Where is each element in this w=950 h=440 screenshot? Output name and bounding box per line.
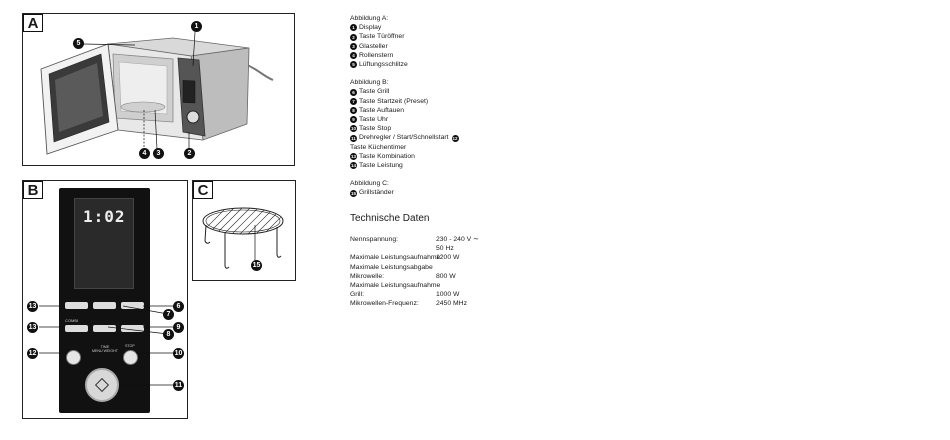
legend-b-list [350,87,600,133]
legend-item-text: Grillständer [359,189,394,197]
legend-number-badge: 5 [350,61,357,68]
legend-a-title: Abbildung A: [350,15,389,22]
legend-item [350,97,600,106]
legend-item-text: Glasteller [359,42,388,50]
legend-number-badge: 13 [350,153,356,159]
panel-b-leaders [23,181,187,418]
legend-b2-list [350,152,600,170]
tech-data-table [350,235,500,309]
legend-num-12: 12 [452,135,458,141]
callout-4: 4 [139,148,150,159]
legend-item [350,42,600,51]
legend-item [350,51,600,60]
figure-b-label: B [23,181,43,199]
tech-data-row [350,299,500,308]
legend-num-11: 11 [351,135,356,141]
tech-data-key: Mikrowellen-Frequenz: [350,300,419,308]
figure-c-label: C [193,181,213,199]
legend-item [350,161,600,170]
legend-wrap-text: Taste Küchentimer [350,143,407,151]
figure-c-panel [192,180,296,281]
legend-item [350,152,600,161]
tech-data-row [350,281,500,290]
legend-number-badge: 14 [350,163,356,169]
legend-a-list [350,23,600,69]
callout-11: 11 [174,382,183,389]
legend-item-11-row [350,133,600,142]
legend-item [350,188,600,197]
callout-13-top: 13 [28,303,37,310]
tech-data-value: 1200 W [436,254,460,262]
legend-c-title: Abbildung C: [350,180,389,188]
legend-item-text: Lüftungsschlitze [359,61,408,69]
tech-data-key: Grill: [350,291,364,299]
legend-item [350,87,600,96]
tech-data-key: Nennspannung: [350,236,398,243]
callout-7: 7 [163,309,174,320]
legend-item-text: Rollenstern [359,51,394,59]
legend-number-badge: 10 [350,126,356,132]
legend-item [350,32,600,41]
time-menu-label: TIME MENU WEIGHT [92,345,118,353]
callout-10: 10 [174,350,183,357]
callout-8: 8 [163,329,174,340]
legend-number-badge: 6 [350,89,357,96]
tech-data-value: 800 W [436,272,456,280]
tech-data-row [350,244,500,253]
tech-data-row [350,263,500,272]
callout-9: 9 [173,322,184,333]
legend-number-badge: 4 [350,52,357,59]
callout-13: 13 [28,324,37,331]
combi-label: COMBI [65,318,79,323]
tech-data-row [350,290,500,299]
legend-item-text: Taste Kombination [359,152,415,160]
legend-item-text: Taste Stop [359,125,392,133]
tech-data-row [350,272,500,281]
callout-12: 12 [28,350,37,357]
tech-data-key: Maximale Leistungsaufnahme: [350,254,443,262]
callout-1: 1 [191,21,202,32]
legend-number-badge: 9 [350,116,357,123]
legend-c-list [350,188,600,197]
legend-item [350,115,600,124]
tech-data-row [350,235,500,244]
legend-b-title: Abbildung B: [350,79,389,87]
legend-number-badge: 7 [350,98,357,105]
tech-data-value: 2450 MHz [436,300,467,308]
callout-6: 6 [173,301,184,312]
legend-text-11: Drehregler / Start/Schnellstart [359,134,449,142]
callout-3: 3 [153,148,164,159]
legend [350,14,600,198]
stop-label: STOP [125,344,135,348]
legend-item-text: Taste Leistung [359,162,403,170]
tech-data-value: 230 - 240 V ∼ [436,236,479,243]
tech-data-heading: Technische Daten [350,213,430,224]
tech-data-key: Mikrowelle: [350,272,384,280]
microwave-illustration [23,14,294,165]
tech-data-key: Maximale Leistungsaufnahme [350,281,441,289]
figure-a-label: A [23,14,43,32]
legend-item [350,106,600,115]
tech-data-value: 1000 W [436,291,460,299]
legend-item-text: Taste Uhr [359,116,389,124]
legend-number-badge: 8 [350,107,357,114]
tech-data-row [350,253,500,262]
legend-item-text: Taste Grill [359,88,390,96]
legend-number-badge: 2 [350,34,357,41]
tech-data-value: 50 Hz [436,245,454,253]
legend-item-text: Taste Startzeit (Preset) [359,97,429,105]
figure-a-panel [22,13,295,166]
tech-data-key: Maximale Leistungsabgabe [350,263,433,271]
callout-5: 5 [73,38,84,49]
figure-b-panel [22,180,188,419]
legend-item [350,124,600,133]
callout-2: 2 [184,148,195,159]
grill-stand-illustration [193,181,295,280]
legend-item-text: Display [359,24,382,32]
callout-15: 15 [252,262,261,269]
legend-number-badge: 15 [350,190,356,196]
legend-number-badge: 1 [350,24,357,31]
legend-item-text: Taste Türöffner [359,33,405,41]
display-readout: 1:02 [83,207,126,226]
legend-item [350,60,600,69]
legend-item [350,23,600,32]
legend-number-badge: 3 [350,43,357,50]
legend-item-text: Taste Auftauen [359,106,404,114]
